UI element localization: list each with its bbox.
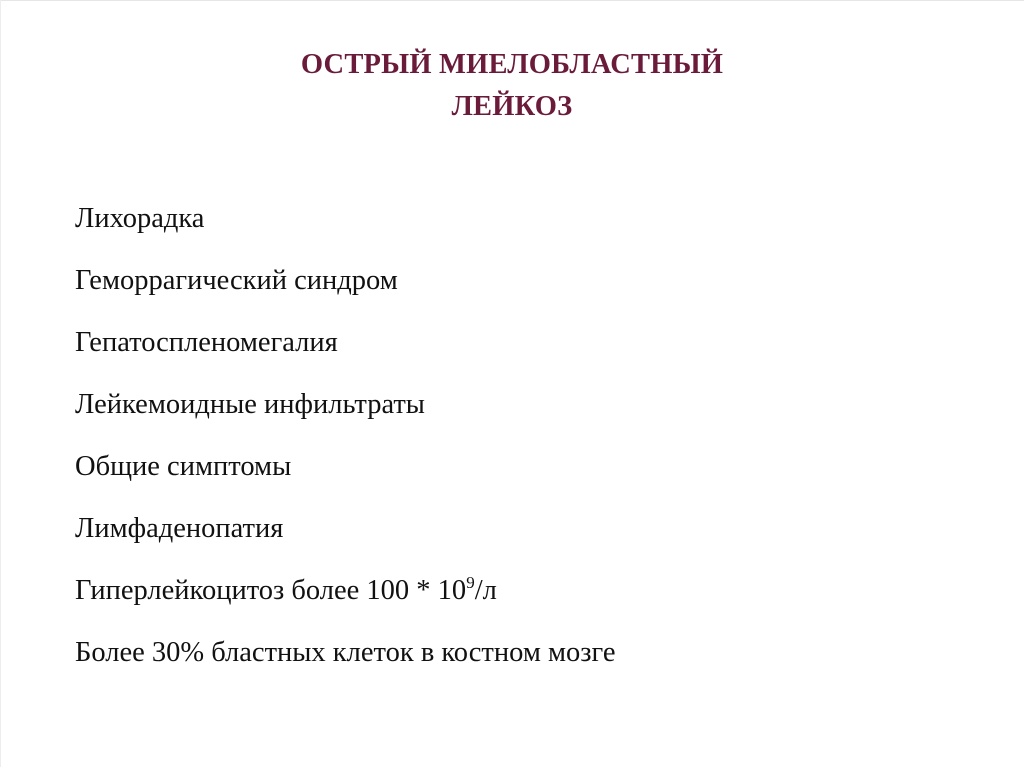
hyperleukocytosis-exponent: 9 (466, 573, 475, 592)
slide-left-edge (0, 0, 1, 767)
list-item-hyperleukocytosis (75, 572, 615, 634)
slide-title (212, 44, 812, 128)
slide-title-line-2: ЛЕЙКОЗ (451, 91, 573, 122)
symptom-list (75, 200, 615, 696)
list-item-fever: Лихорадка (75, 203, 205, 234)
list-item-leukemoid-infiltrates: Лейкемоидные инфильтраты (75, 389, 425, 420)
list-item-hemorrhagic-syndrome: Геморрагический синдром (75, 265, 398, 296)
slide-title-line-1: ОСТРЫЙ МИЕЛОБЛАСТНЫЙ (300, 49, 724, 80)
hyperleukocytosis-text: Гиперлейкоцитоз более 100 * 10 (75, 575, 467, 606)
list-item-blast-cells: Более 30% бластных клеток в костном мозге (75, 637, 616, 668)
list-item-lymphadenopathy: Лимфаденопатия (75, 513, 284, 544)
slide-top-edge (0, 0, 1024, 1)
list-item-hepatosplenomegaly: Гепатоспленомегалия (75, 327, 338, 358)
hyperleukocytosis-unit: /л (474, 575, 497, 606)
list-item-general-symptoms: Общие симптомы (75, 451, 292, 482)
